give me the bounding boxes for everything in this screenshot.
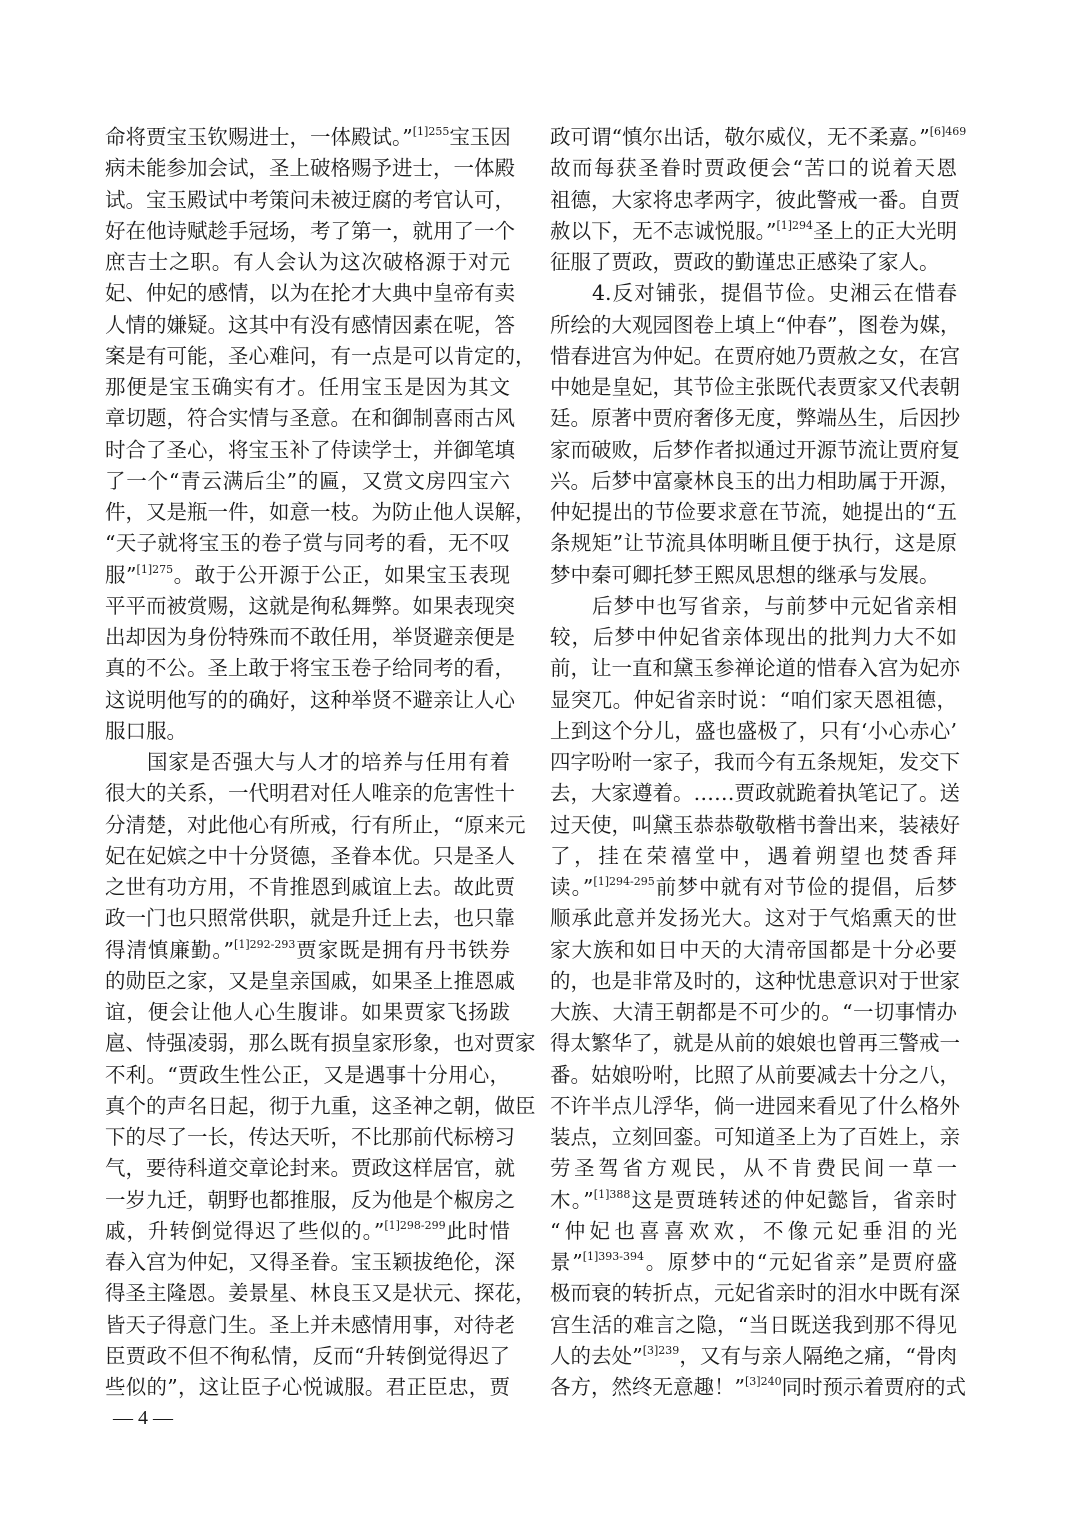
- text-segment: 较，后梦中仲妃省亲体现出的批判力大不如: [550, 625, 957, 649]
- text-segment: 出却因为身份特殊而不敢任用，举贤避亲便是: [105, 625, 515, 649]
- text-line: [550, 1216, 957, 1247]
- text-segment: 扈、恃强凌弱，那么既有损皇家形象，也对贾家: [105, 1031, 536, 1056]
- text-segment: 的勋臣之家，又是皇亲国戚，如果圣上推恩戚: [105, 968, 515, 993]
- text-segment: 命将贾宝玉钦赐进士，一体殿试。”: [105, 125, 413, 149]
- text-segment: 很大的关系，一代明君对任人唯亲的危害性十: [105, 781, 515, 806]
- citation-superscript: [1]298-299: [384, 1218, 446, 1232]
- text-line: [105, 747, 510, 778]
- text-segment: 贾家既是拥有丹书铁券: [295, 937, 510, 962]
- text-segment: 顺承此意并发扬光大。这对于气焰熏天的世: [550, 906, 957, 931]
- text-line: [550, 716, 957, 747]
- text-segment: 。原梦中的“元妃省亲”是贾府盛: [643, 1250, 957, 1274]
- text-line: [550, 278, 957, 309]
- citation-superscript: [6]469: [929, 125, 967, 138]
- text-line: [105, 310, 515, 341]
- text-line: [550, 935, 957, 966]
- text-segment: 极而衰的转折点，元妃省亲时的泪水中既有深: [550, 1281, 960, 1306]
- citation-superscript: [1]255: [412, 125, 450, 138]
- text-segment: 赦以下，无不志诚悦服。”: [550, 218, 777, 243]
- text-segment: 祖德，大家将忠孝两字，彼此警戒一番。自贾: [550, 187, 960, 212]
- text-segment: 家而破败，后梦作者拟通过开源节流让贾府复: [550, 437, 960, 462]
- citation-superscript: [1]294: [776, 218, 814, 232]
- text-line: [105, 528, 510, 559]
- text-segment: 景”: [550, 1250, 583, 1274]
- text-line: [105, 341, 536, 372]
- text-line: [550, 1310, 957, 1341]
- text-segment: 宝玉因: [449, 125, 511, 149]
- text-segment: 人的去处”: [550, 1343, 643, 1368]
- citation-superscript: [3]239: [642, 1343, 680, 1357]
- text-segment: 件，又是瓶一件，如意一枝。为防止他人误解，: [105, 500, 536, 524]
- text-segment: 这说明他写的的确好，这种举贤不避亲让人心: [105, 687, 515, 712]
- text-segment: 分清楚，对此他心有所戒，行有所止，“原来元: [105, 812, 526, 837]
- text-line: [105, 1153, 515, 1184]
- text-segment: 服”: [105, 562, 137, 587]
- text-line: [550, 841, 957, 872]
- page-number: — 4 —: [113, 1407, 173, 1429]
- text-segment: 劳圣驾省方观民，从不肯费民间一草一: [550, 1156, 957, 1181]
- text-segment: 此时惜: [445, 1218, 511, 1243]
- text-line: [550, 1091, 960, 1122]
- text-segment: 4.反对铺张，提倡节俭。史湘云在惜春: [592, 281, 957, 306]
- text-segment: 番。姑娘吩咐，比照了从前要减去十分之八，: [550, 1062, 960, 1087]
- text-line: [550, 310, 961, 341]
- text-segment: 些似的”，这让臣子心悦诚服。君正臣忠，贾: [105, 1375, 510, 1399]
- text-line: [105, 560, 510, 591]
- text-line: [550, 903, 957, 934]
- text-line: [550, 528, 957, 559]
- text-segment: 病未能参加会试，圣上破格赐予进士，一体殿: [105, 156, 515, 181]
- text-segment: 前，让一直和黛玉参禅论道的惜春入宫为妃亦: [550, 656, 960, 681]
- text-line: [550, 966, 960, 997]
- text-line: [105, 1060, 510, 1091]
- text-line: [550, 122, 967, 153]
- text-line: [105, 497, 536, 528]
- text-segment: 大族、大清王朝都是不可少的。“一切事情办: [550, 1000, 957, 1024]
- text-segment: 得清慎廉勤。”: [105, 937, 235, 962]
- text-line: [105, 278, 515, 309]
- text-line: [105, 1310, 515, 1341]
- text-line: [550, 1341, 957, 1372]
- text-line: [550, 403, 960, 434]
- text-line: [550, 341, 960, 372]
- text-line: [550, 622, 957, 653]
- citation-superscript: [1]292-293: [234, 937, 296, 951]
- text-segment: 同时预示着贾府的式: [781, 1375, 967, 1399]
- text-segment: 章切题，符合实情与圣意。在和御制喜雨古风: [105, 406, 515, 431]
- text-line: [550, 372, 960, 403]
- text-segment: 妃在妃嫔之中十分贤德，圣眷本优。只是圣人: [105, 843, 515, 868]
- text-segment: 好在他诗赋趁手冠场，考了第一，就用了一个: [105, 218, 515, 243]
- text-segment: 了，挂在荣禧堂中，遇着朔望也焚香拜: [550, 843, 957, 868]
- text-line: [105, 622, 515, 653]
- text-line: [105, 653, 515, 684]
- text-segment: 前梦中就有对节俭的提倡，后梦: [654, 875, 958, 899]
- text-segment: 读。”: [550, 875, 594, 899]
- text-line: [550, 560, 957, 591]
- text-line: [550, 778, 960, 809]
- text-line: [550, 185, 960, 216]
- text-segment: 显突兀。仲妃省亲时说：“咱们家天恩祖德，: [550, 687, 957, 712]
- right-text-column: [550, 122, 967, 1403]
- text-segment: 政一门也只照常供职，就是升迁上去，也只靠: [105, 906, 515, 931]
- text-line: [550, 435, 960, 466]
- text-segment: 去，大家遵着。……贾政就跪着执笔记了。送: [550, 781, 960, 806]
- text-line: [105, 185, 515, 216]
- text-line: [105, 1341, 510, 1372]
- text-segment: 家大族和如日中天的大清帝国都是十分必要: [550, 937, 957, 962]
- text-line: [550, 810, 960, 841]
- text-line: [550, 247, 957, 278]
- text-segment: 真的不公。圣上敢于将宝玉卷子给同考的看，: [105, 656, 515, 681]
- text-line: [550, 872, 957, 903]
- text-segment: 木。”: [550, 1187, 594, 1212]
- text-segment: 不许半点儿浮华，倘一进园来看见了什么格外: [550, 1093, 960, 1118]
- citation-superscript: [3]240: [744, 1375, 782, 1388]
- text-line: [105, 216, 515, 247]
- text-line: [550, 1278, 960, 1309]
- text-segment: 廷。原著中贾府奢侈无度，弊端丛生，后因抄: [550, 406, 960, 431]
- text-line: [105, 403, 515, 434]
- text-line: [105, 903, 515, 934]
- text-segment: 案是有可能，圣心难问，有一点是可以肯定的，: [105, 343, 536, 368]
- text-segment: 故而每获圣眷时贾政便会“苦口的说着天恩: [550, 156, 957, 181]
- text-segment: 的，也是非常及时的，这种忧患意识对于世家: [550, 968, 960, 993]
- text-line: [105, 435, 515, 466]
- text-segment: 各方，然终无意趣！”: [550, 1375, 745, 1399]
- text-segment: 春入宫为仲妃，又得圣眷。宝玉颖拔绝伦，深: [105, 1250, 515, 1274]
- text-line: [550, 466, 960, 497]
- text-segment: 上到这个分儿，盛也盛极了，只有‘小心赤心’: [550, 718, 957, 743]
- text-segment: 得圣主隆恩。姜景星、林良玉又是状元、探花，: [105, 1281, 536, 1306]
- text-segment: 兴。后梦中富豪林良玉的出力相助属于开源，: [550, 468, 960, 493]
- text-line: [550, 1247, 957, 1278]
- text-line: [105, 778, 515, 809]
- text-line: [105, 1278, 536, 1309]
- text-line: [105, 1122, 515, 1153]
- text-line: [550, 497, 957, 528]
- text-line: [550, 1153, 957, 1184]
- text-segment: “天子就将宝玉的卷子赏与同考的看，无不叹: [105, 531, 510, 556]
- text-segment: ，又有与亲人隔绝之痛，“骨肉: [679, 1343, 958, 1368]
- left-text-column: [105, 122, 536, 1403]
- text-segment: 国家是否强大与人才的培养与任用有着: [147, 750, 510, 774]
- text-segment: 妃、仲妃的感情，以为在抡才大典中皇帝有卖: [105, 281, 515, 306]
- text-line: [105, 1372, 510, 1403]
- text-line: [550, 216, 957, 247]
- text-segment: 不利。“贾政生性公正，又是遇事十分用心，: [105, 1062, 510, 1087]
- text-segment: 一岁九迁，朝野也都推服，反为他是个椒房之: [105, 1187, 515, 1212]
- text-segment: 下的尽了一长，传达天听，不比那前代标榜习: [105, 1125, 515, 1149]
- text-line: [550, 747, 960, 778]
- text-line: [105, 935, 510, 966]
- text-segment: 政可谓“慎尔出话，敬尔威仪，无不柔嘉。”: [550, 125, 930, 149]
- text-segment: 过天使，叫黛玉恭恭敬敬楷书誊出来，装裱好: [550, 812, 960, 837]
- text-segment: 所绘的大观园图卷上填上“仲春”，图卷为媒，: [550, 312, 961, 337]
- text-line: [105, 247, 510, 278]
- text-segment: 皆天子得意门生。圣上并未感情用事，对待老: [105, 1312, 515, 1337]
- text-segment: 得太繁华了，就是从前的娘娘也曾再三警戒一: [550, 1031, 960, 1056]
- text-line: [550, 1185, 957, 1216]
- text-line: [550, 1060, 960, 1091]
- text-segment: 气，要待科道交章论封来。贾政这样居官，就: [105, 1156, 515, 1181]
- text-line: [550, 1122, 960, 1153]
- text-line: [105, 685, 515, 716]
- text-segment: 梦中秦可卿托梦王熙凤思想的继承与发展。: [550, 562, 940, 587]
- text-line: [550, 653, 960, 684]
- text-segment: 人情的嫌疑。这其中有没有感情因素在呢，答: [105, 312, 515, 337]
- text-segment: 惜春进宫为仲妃。在贾府她乃贾赦之女，在宫: [550, 343, 960, 368]
- text-line: [105, 1028, 536, 1059]
- text-line: [105, 1247, 515, 1278]
- citation-superscript: [1]275: [136, 562, 174, 576]
- text-segment: 真个的声名日起，彻于九重，这圣神之朝，做臣: [105, 1093, 536, 1118]
- text-segment: 四字吩咐一家子，我而今有五条规矩，发交下: [550, 750, 960, 774]
- text-segment: 戚，升转倒觉得迟了些似的。”: [105, 1218, 385, 1243]
- text-line: [550, 1372, 967, 1403]
- text-segment: 条规矩”让节流具体明晰且便于执行，这是原: [550, 531, 957, 556]
- text-line: [105, 966, 515, 997]
- text-segment: 试。宝玉殿试中考策问未被迂腐的考官认可，: [105, 187, 515, 212]
- text-segment: 了一个“青云满后尘”的匾，又赏文房四宝六: [105, 468, 510, 493]
- text-line: [105, 997, 510, 1028]
- text-segment: 后梦中也写省亲，与前梦中元妃省亲相: [592, 593, 957, 618]
- text-line: [105, 716, 510, 747]
- text-line: [105, 1091, 536, 1122]
- text-line: [105, 466, 510, 497]
- text-segment: 之世有功方用，不肯推恩到戚谊上去。故此贾: [105, 875, 515, 899]
- citation-superscript: [1]393-394: [582, 1250, 644, 1263]
- text-line: [105, 810, 526, 841]
- text-line: [550, 685, 957, 716]
- text-segment: 服口服。: [105, 718, 187, 743]
- citation-superscript: [1]388: [593, 1187, 631, 1201]
- text-segment: 征服了贾政，贾政的勤谨忠正感染了家人。: [550, 250, 940, 274]
- text-line: [105, 153, 515, 184]
- text-segment: 宫生活的难言之隐，“当日既送我到那不得见: [550, 1312, 957, 1337]
- text-segment: 时合了圣心，将宝玉补了侍读学士，并御笔填: [105, 437, 515, 462]
- text-segment: 平平而被赏赐，这就是徇私舞弊。如果表现突: [105, 593, 515, 618]
- text-segment: 装点，立刻回銮。可知道圣上为了百姓上，亲: [550, 1125, 960, 1149]
- text-line: [550, 997, 957, 1028]
- text-segment: 圣上的正大光明: [813, 218, 958, 243]
- citation-superscript: [1]294-295: [593, 875, 655, 888]
- text-segment: 庶吉士之职。有人会认为这次破格源于对元: [105, 250, 510, 274]
- text-line: [105, 122, 510, 153]
- text-segment: 谊，便会让他人心生腹诽。如果贾家飞扬跋: [105, 1000, 510, 1024]
- text-line: [550, 153, 957, 184]
- text-line: [550, 1028, 960, 1059]
- text-segment: 这是贾琏转述的仲妃懿旨，省亲时: [630, 1187, 958, 1212]
- text-segment: 。敢于公开源于公正，如果宝玉表现: [173, 562, 511, 587]
- text-line: [105, 591, 515, 622]
- text-segment: 臣贾政不但不徇私情，反而“升转倒觉得迟了: [105, 1343, 510, 1368]
- text-segment: 仲妃提出的节俭要求意在节流，她提出的“五: [550, 500, 957, 524]
- text-segment: 中她是皇妃，其节俭主张既代表贾家又代表朝: [550, 375, 960, 399]
- text-line: [105, 872, 515, 903]
- text-segment: “仲妃也喜喜欢欢，不像元妃垂泪的光: [550, 1218, 957, 1243]
- text-line: [105, 372, 510, 403]
- text-line: [550, 591, 957, 622]
- text-line: [105, 841, 515, 872]
- text-line: [105, 1216, 510, 1247]
- text-line: [105, 1185, 515, 1216]
- text-segment: 那便是宝玉确实有才。任用宝玉是因为其文: [105, 375, 510, 399]
